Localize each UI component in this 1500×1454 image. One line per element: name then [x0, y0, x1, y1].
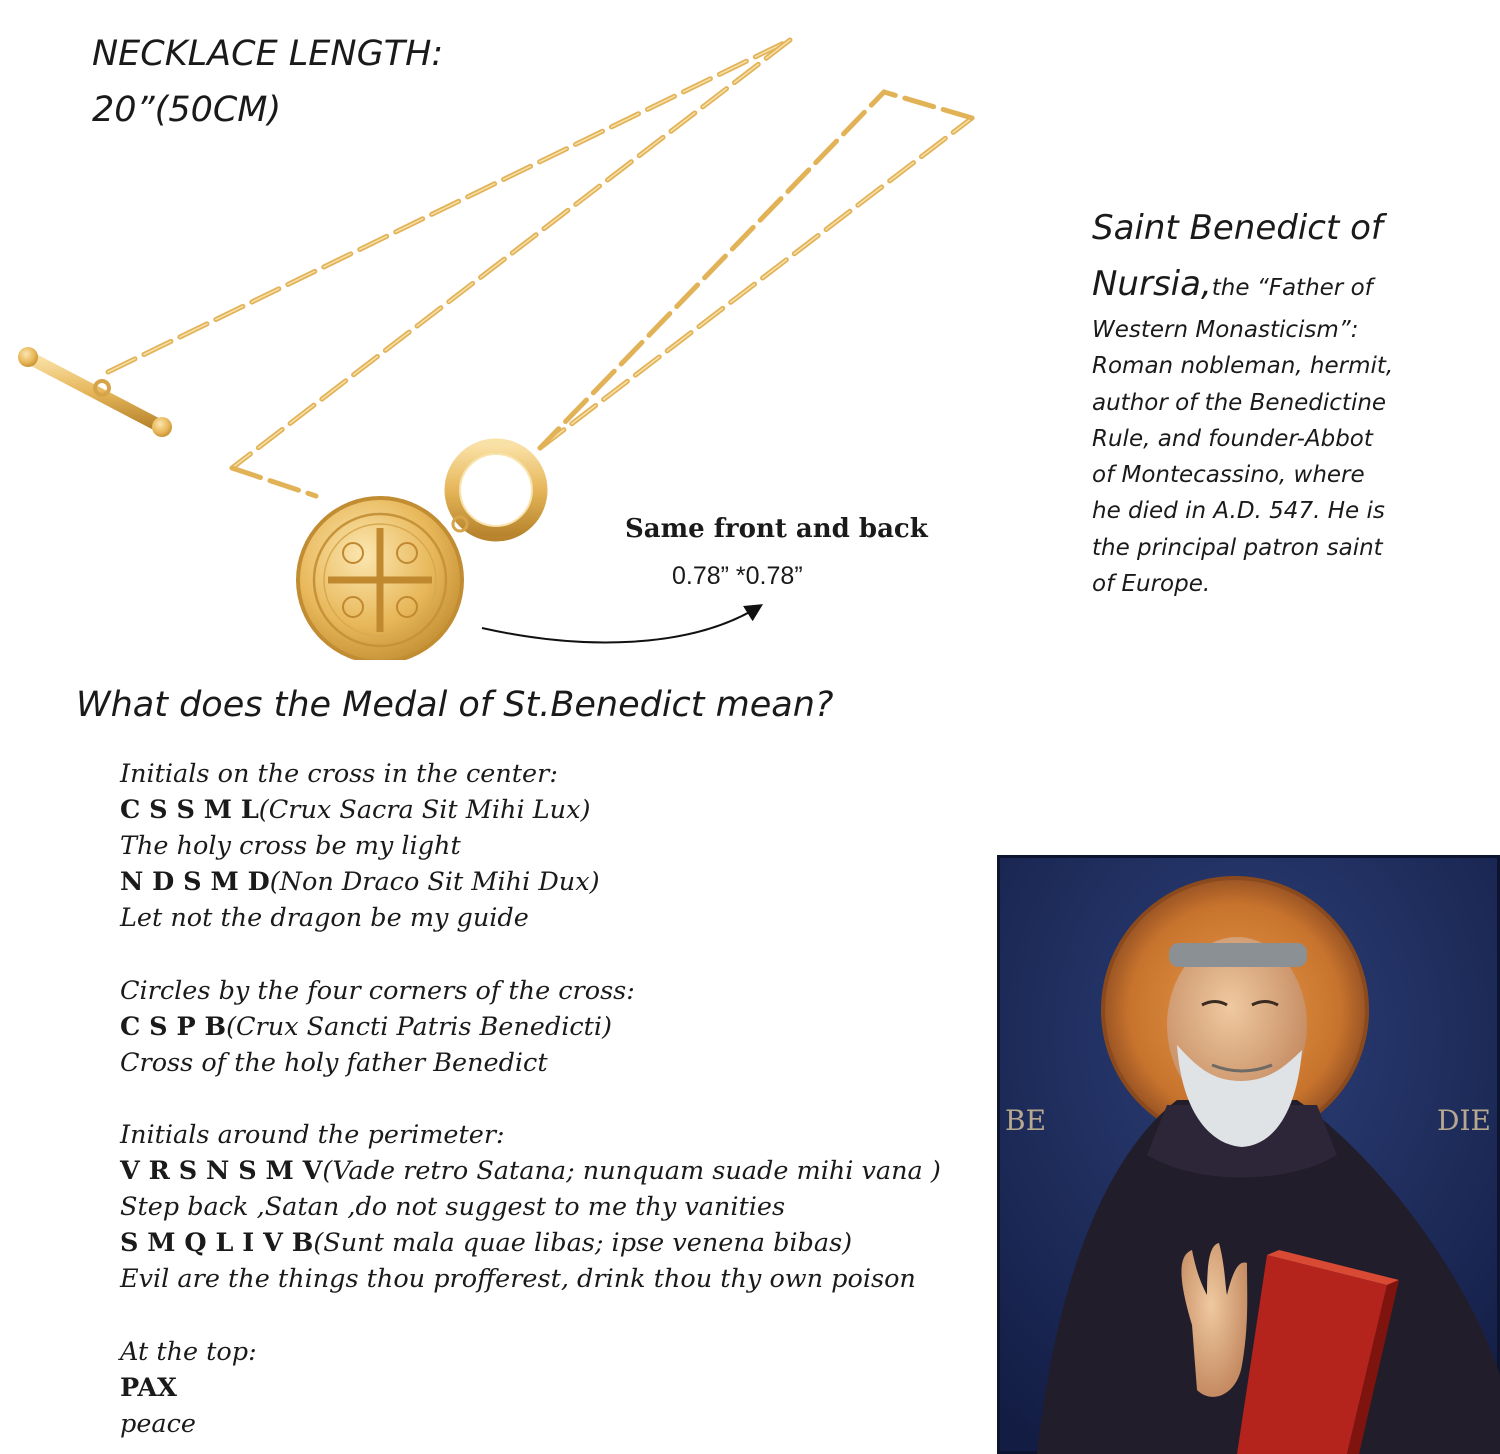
bio-line: Western Monasticism”: — [1092, 317, 1359, 343]
bio-line: the principal patron saint — [1092, 534, 1383, 561]
necklace-length-label: NECKLACE LENGTH: — [92, 34, 444, 74]
bio-line: of Europe. — [1092, 571, 1211, 598]
initials: C S S M L — [120, 795, 259, 826]
saint-name-line2: Nursia, — [1092, 264, 1212, 304]
translation: Cross of the holy father Benedict — [120, 1047, 548, 1078]
arrow-icon — [482, 606, 760, 642]
necklace-length-value: 20”(50CM) — [92, 90, 282, 130]
latin-phrase: (Vade retro Satana; nunquam suade mihi vana ) — [322, 1156, 941, 1187]
latin-phrase: (Non Draco Sit Mihi Dux) — [269, 867, 600, 898]
saint-name-line1: Saint Benedict of — [1092, 208, 1383, 248]
latin-phrase: (Crux Sancti Patris Benedicti) — [226, 1011, 612, 1042]
latin-phrase: (Sunt mala quae libas; ipse venena bibas) — [313, 1228, 853, 1259]
translation: Let not the dragon be my guide — [120, 903, 529, 934]
translation: Evil are the things thou profferest, drink thou thy own poison — [120, 1264, 916, 1295]
medal-pendant — [298, 498, 467, 660]
section-heading: Circles by the four corners of the cross: — [120, 975, 635, 1006]
same-front-back-note: Same front and back — [625, 514, 928, 544]
initials: S M Q L I V B — [120, 1228, 314, 1259]
saint-benedict-portrait — [997, 855, 1500, 1454]
section-heading: Initials on the cross in the center: — [120, 759, 558, 789]
initials: N D S M D — [120, 867, 270, 898]
initials: C S P B — [120, 1011, 227, 1042]
medal-meaning-heading: What does the Medal of St.Benedict mean? — [76, 685, 834, 725]
initials: V R S N S M V — [120, 1156, 323, 1187]
section-heading: At the top: — [120, 1336, 257, 1367]
initials: PAX — [120, 1372, 177, 1403]
bio-line: author of the Benedictine — [1092, 389, 1387, 416]
saint-bio — [1092, 200, 1492, 602]
medal-meaning-list — [120, 756, 980, 1442]
medal-size-note: 0.78” *0.78” — [672, 562, 803, 590]
necklace-length-title — [92, 26, 443, 138]
svg-text:DIE: DIE — [1437, 1104, 1491, 1137]
bio-line: he died in A.D. 547. He is — [1092, 498, 1385, 525]
bio-line: Rule, and founder-Abbot — [1092, 425, 1373, 452]
section-heading: Initials around the perimeter: — [120, 1119, 505, 1150]
translation: The holy cross be my light — [120, 831, 461, 862]
bio-line: of Montecassino, where — [1092, 462, 1365, 489]
translation: Step back ,Satan ,do not suggest to me thy vanities — [120, 1192, 786, 1223]
toggle-bar — [18, 347, 172, 437]
bio-line: Roman nobleman, hermit, — [1092, 353, 1394, 380]
svg-text:BE: BE — [1005, 1104, 1047, 1137]
bio-line: the “Father of — [1211, 275, 1373, 301]
translation: peace — [120, 1408, 196, 1439]
latin-phrase: (Crux Sacra Sit Mihi Lux) — [258, 795, 591, 826]
